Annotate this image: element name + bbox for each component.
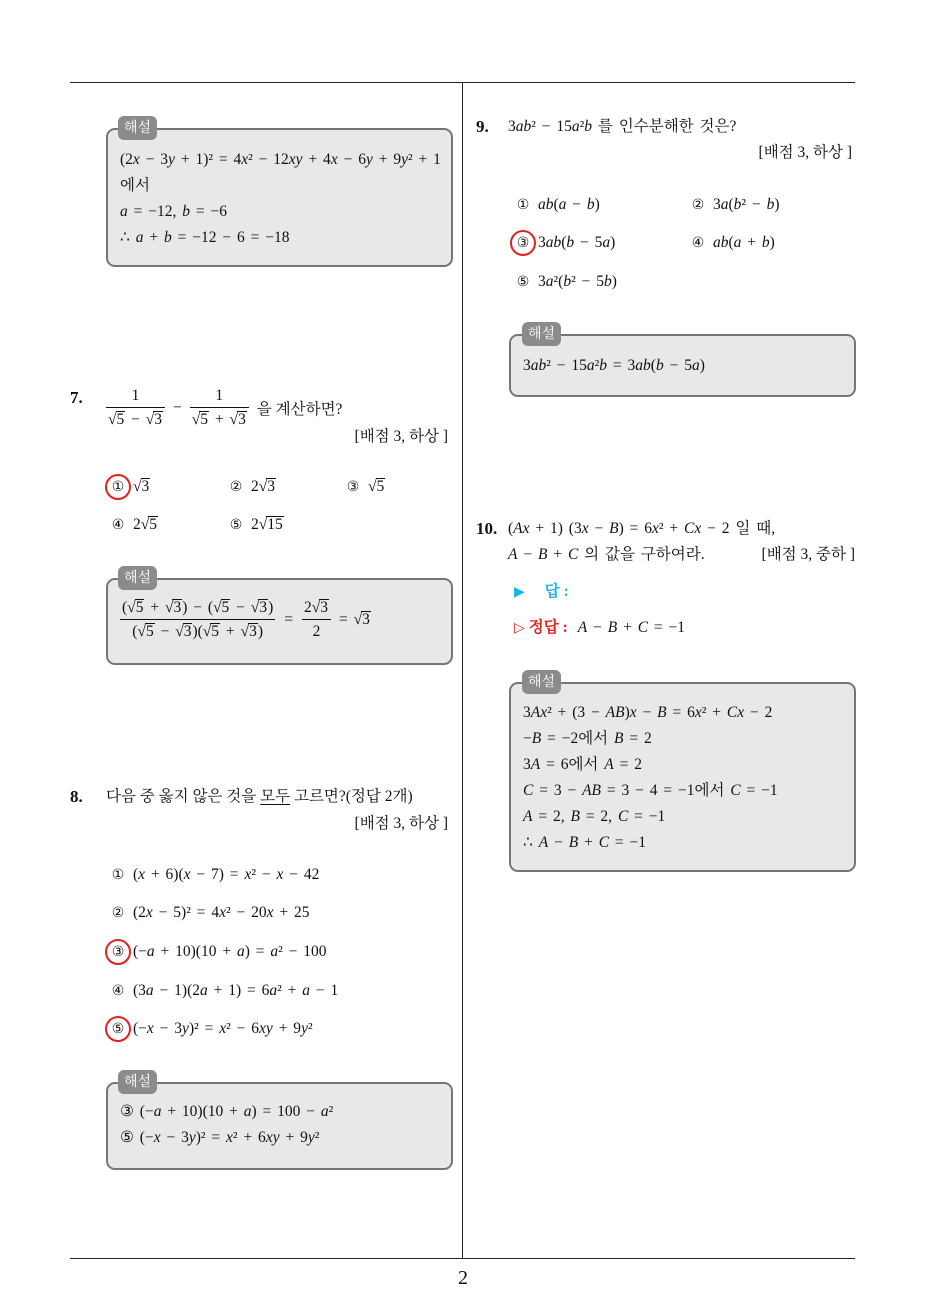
math-variable: a <box>571 118 580 135</box>
solution-tab: 해설 <box>522 670 561 694</box>
fraction-numerator: (√5 + √3) − (√5 − √3) <box>122 599 274 616</box>
choice-1 <box>110 475 150 499</box>
choice-1 <box>515 193 600 217</box>
radicand: 3 <box>238 411 246 428</box>
sqrt-sign: √ <box>213 599 222 616</box>
math-variable: x <box>694 704 702 721</box>
solution-line: (2x − 3y + 1)² = 4x² − 12xy + 4x − 6y + 9y² + 1 <box>120 151 441 168</box>
correct-answer-line <box>514 616 685 640</box>
math-variable: x <box>652 520 659 537</box>
choice-text: ab(a + b) <box>713 234 775 251</box>
math-variable: b <box>584 118 593 135</box>
math-variable: x <box>259 1020 266 1037</box>
answer-line <box>514 580 569 604</box>
radicand: 15 <box>267 516 283 533</box>
choice-marker: ⑤ <box>110 1017 126 1041</box>
choice-text: (3a − 1)(2a + 1) = 6a² + a − 1 <box>133 982 339 999</box>
radicand: 5 <box>211 623 220 640</box>
choice-text: (−a + 10)(10 + a) = a² − 100 <box>133 943 327 960</box>
sqrt-sign: √ <box>108 411 117 428</box>
sqrt-sign: √ <box>202 623 212 640</box>
math-variable: x <box>153 1129 161 1146</box>
math-variable: C <box>726 704 738 721</box>
math-variable: b <box>545 196 554 213</box>
math-variable: C <box>637 619 649 636</box>
choice-marker: ⑤ <box>516 274 530 290</box>
math-variable: x <box>581 520 589 537</box>
math-variable: b <box>553 234 562 251</box>
question-10-solution-box <box>509 682 856 872</box>
choice-text <box>368 478 385 495</box>
math-variable: x <box>522 520 530 537</box>
math-variable: b <box>586 196 595 213</box>
math-variable: x <box>183 866 191 883</box>
math-variable: x <box>146 1020 154 1037</box>
question-10-text-line-1: (Ax + 1) (3x − B) = 6x² + Cx − 2 일 때, <box>508 520 776 537</box>
sqrt-sign: √ <box>250 599 260 616</box>
correct-answer-label: 정답 : <box>528 619 568 636</box>
math-variable: y <box>295 151 303 168</box>
column-divider <box>462 82 463 1258</box>
fraction-denominator: √5 + √3 <box>190 407 249 430</box>
math-variable: x <box>132 151 140 168</box>
question-9-grading: [배점 3, 하상 ] <box>758 144 852 161</box>
question-7-solution-box <box>106 578 453 665</box>
math-variable: x <box>145 904 153 921</box>
math-variable: a <box>146 943 155 960</box>
math-variable: A <box>508 546 518 563</box>
question-10-number: 10. <box>476 519 498 538</box>
choice-5 <box>110 1017 313 1041</box>
radicand: 3 <box>259 599 268 616</box>
sqrt-sign: √ <box>353 611 363 628</box>
math-variable: C <box>598 834 610 851</box>
math-variable: a <box>135 229 144 246</box>
math-variable: x <box>219 1020 227 1037</box>
choice-marker: ④ <box>111 517 125 533</box>
solution-line: A = 2, B = 2, C = −1 <box>523 808 666 825</box>
question-8-grading: [배점 3, 하상 ] <box>354 815 448 832</box>
math-variable: b <box>599 357 608 374</box>
question-text: 다음 중 옳지 않은 것을 <box>106 788 261 805</box>
math-variable: b <box>761 234 770 251</box>
radicand: 5 <box>116 411 125 428</box>
sqrt-sign: √ <box>175 623 184 640</box>
math-variable: x <box>241 151 249 168</box>
choice-marker: ① <box>111 867 125 883</box>
choice-text: 3a²(b² − 5b) <box>538 273 617 290</box>
radicand: 3 <box>173 599 182 616</box>
fraction-numerator: 2√3 <box>303 599 328 616</box>
answer-label: 답 : <box>544 583 569 600</box>
math-variable: x <box>694 520 702 537</box>
solution-line: ⑤ (−x − 3y)² = x² + 6xy + 9y² <box>120 1129 320 1146</box>
sqrt-sign: √ <box>368 478 377 495</box>
solution-result: = √3 <box>339 611 370 628</box>
math-variable: a <box>713 234 721 251</box>
radicand: 5 <box>149 516 158 533</box>
choice-marker: ③ <box>515 231 531 255</box>
sqrt-sign: √ <box>258 516 268 533</box>
math-variable: C <box>730 782 741 799</box>
math-variable: b <box>566 234 575 251</box>
choice-text: ab(a − b) <box>538 196 600 213</box>
math-variable: A <box>577 619 588 636</box>
math-variable: y <box>301 1020 308 1037</box>
radicand: 5 <box>221 599 230 616</box>
fraction-denominator: (√5 − √3)(√5 + √3) <box>120 619 275 642</box>
choice-3 <box>345 475 385 499</box>
question-9-solution-box <box>509 334 856 397</box>
math-variable: x <box>330 151 338 168</box>
math-variable: y <box>365 151 373 168</box>
bottom-rule <box>70 1258 855 1259</box>
math-variable: B <box>537 546 548 563</box>
math-variable: C <box>523 782 534 799</box>
math-variable: b <box>766 196 775 213</box>
choice-marker: ④ <box>691 235 705 251</box>
choice-marker: ② <box>691 197 705 213</box>
solution-line: ∴ a + b = −12 − 6 = −18 <box>120 229 290 246</box>
solution-tab: 해설 <box>118 566 157 590</box>
solution-line: a = −12, b = −6 <box>120 203 227 220</box>
math-variable: A <box>604 756 614 773</box>
math-variable: x <box>540 704 548 721</box>
choice-text <box>133 478 150 495</box>
choice-text: 2√5 <box>133 516 158 533</box>
page-number: 2 <box>458 1267 468 1289</box>
math-variable: a <box>635 357 644 374</box>
math-variable: a <box>602 234 611 251</box>
correct-answer-value: A − B + C = −1 <box>577 619 686 636</box>
math-variable: a <box>302 982 311 999</box>
math-variable: a <box>236 943 245 960</box>
sqrt-sign: √ <box>229 411 239 428</box>
math-variable: A <box>605 704 616 721</box>
correct-arrow-icon: ▷ <box>514 620 525 636</box>
choice-marker: ⑤ <box>229 517 243 533</box>
math-variable: a <box>691 357 700 374</box>
question-9-text: 3ab² − 15a²b 를 인수분해한 것은? <box>508 118 737 135</box>
choice-3 <box>110 940 327 964</box>
math-variable: B <box>531 730 542 747</box>
radicand: 3 <box>362 611 370 628</box>
solution-equation <box>120 598 439 642</box>
solution-tab: 해설 <box>118 116 157 140</box>
sqrt-sign: √ <box>258 478 268 495</box>
sqrt-sign: √ <box>164 599 174 616</box>
fraction <box>190 386 249 430</box>
radicand: 5 <box>135 599 144 616</box>
choice-text: 3a(b² − b) <box>713 196 780 213</box>
math-variable: C <box>617 808 629 825</box>
fraction-numerator: 1 <box>131 387 140 404</box>
radicand: 3 <box>154 411 163 428</box>
choice-2 <box>228 475 276 499</box>
fraction-denominator: 2 <box>302 619 331 642</box>
math-variable: A <box>530 756 541 773</box>
choice-text: 2√3 <box>251 478 276 495</box>
radicand: 5 <box>200 411 209 428</box>
math-variable: a <box>145 982 154 999</box>
choice-5 <box>515 270 617 294</box>
choice-text: 3ab(b − 5a) <box>538 234 616 251</box>
radicand: 5 <box>376 478 385 495</box>
math-variable: x <box>276 866 284 883</box>
choice-1 <box>110 863 319 887</box>
solution-line: 3Ax² + (3 − AB)x − B = 6x² + Cx − 2 <box>523 704 773 721</box>
math-variable: b <box>563 273 572 290</box>
math-variable: a <box>558 196 567 213</box>
sqrt-sign: √ <box>240 623 250 640</box>
fraction <box>106 386 165 430</box>
math-variable: C <box>684 520 695 537</box>
math-variable: y <box>182 1020 189 1037</box>
math-variable: b <box>182 203 190 220</box>
math-variable: b <box>655 357 664 374</box>
math-variable: A <box>582 782 592 799</box>
math-variable: b <box>720 234 729 251</box>
fraction-denominator: √5 − √3 <box>106 407 165 430</box>
underlined-emphasis: 모두 <box>260 788 291 805</box>
math-variable: a <box>720 196 729 213</box>
choice-marker: ② <box>111 905 125 921</box>
choice-marker: ③ <box>346 479 360 495</box>
choice-2 <box>110 901 310 925</box>
solution-line: −B = −2에서 B = 2 <box>523 730 652 747</box>
math-variable: a <box>270 943 279 960</box>
math-variable: a <box>733 234 742 251</box>
math-variable: a <box>545 273 554 290</box>
choice-text: (x + 6)(x − 7) = x² − x − 42 <box>133 866 320 883</box>
choice-marker: ④ <box>111 983 125 999</box>
choice-4 <box>110 513 158 537</box>
math-variable: B <box>607 619 618 636</box>
sqrt-sign: √ <box>140 516 150 533</box>
question-text: 고르면?(정답 2개) <box>290 788 413 805</box>
choice-text: (2x − 5)² = 4x² − 20x + 25 <box>133 904 310 921</box>
choice-marker: ① <box>516 197 530 213</box>
question-8-text <box>106 785 413 809</box>
sqrt-sign: √ <box>311 599 321 616</box>
math-variable: a <box>545 234 554 251</box>
math-variable: C <box>567 546 579 563</box>
math-variable: b <box>164 229 172 246</box>
math-variable: b <box>733 196 742 213</box>
math-variable: A <box>523 808 533 825</box>
sqrt-sign: √ <box>133 478 142 495</box>
math-variable: A <box>538 834 549 851</box>
math-variable: x <box>737 704 745 721</box>
math-variable: a <box>153 1103 162 1120</box>
question-7-expression <box>102 384 342 432</box>
math-variable: a <box>530 357 539 374</box>
question-7-grading: [배점 3, 하상 ] <box>354 428 448 445</box>
radicand: 3 <box>183 623 192 640</box>
solution-tab: 해설 <box>522 322 561 346</box>
prev-question-solution-box <box>106 128 453 267</box>
math-variable: a <box>269 982 278 999</box>
minus-operator: − <box>173 399 182 416</box>
math-variable: B <box>570 808 580 825</box>
math-variable: a <box>586 357 595 374</box>
math-variable: A <box>530 704 541 721</box>
fraction-numerator: 1 <box>215 387 224 404</box>
choice-text: 2√15 <box>251 516 284 533</box>
math-variable: b <box>603 273 612 290</box>
sqrt-sign: √ <box>145 411 155 428</box>
question-10-text-line-2: A − B + C 의 값을 구하여라. <box>508 546 705 563</box>
question-7-number: 7. <box>70 388 83 407</box>
solution-line: ③ (−a + 10)(10 + a) = 100 − a² <box>120 1103 334 1120</box>
sqrt-sign: √ <box>137 623 146 640</box>
math-variable: y <box>168 151 175 168</box>
math-variable: B <box>615 704 625 721</box>
math-variable: y <box>272 1129 280 1146</box>
math-variable: x <box>265 1129 273 1146</box>
question-8-number: 8. <box>70 787 83 806</box>
choice-4 <box>110 979 338 1003</box>
choice-marker: ② <box>229 479 243 495</box>
radicand: 3 <box>141 478 150 495</box>
math-variable: B <box>568 834 579 851</box>
math-variable: a <box>243 1103 252 1120</box>
equals-sign: = <box>284 611 293 628</box>
math-variable: x <box>288 151 296 168</box>
solution-line: ∴ A − B + C = −1 <box>523 834 647 851</box>
solution-line: 3A = 6에서 A = 2 <box>523 756 643 773</box>
math-variable: b <box>523 118 532 135</box>
math-variable: a <box>320 1103 329 1120</box>
math-variable: B <box>609 520 619 537</box>
choice-4 <box>690 231 775 255</box>
radicand: 5 <box>145 623 154 640</box>
math-variable: x <box>266 904 274 921</box>
math-variable: y <box>401 151 408 168</box>
sqrt-sign: √ <box>127 599 136 616</box>
fraction <box>302 598 331 642</box>
choice-text: (−x − 3y)² = x² − 6xy + 9y² <box>133 1020 313 1037</box>
solution-tab: 해설 <box>118 1070 157 1094</box>
math-variable: B <box>591 782 602 799</box>
math-variable: x <box>244 866 252 883</box>
radicand: 3 <box>267 478 276 495</box>
math-variable: a <box>120 203 128 220</box>
math-variable: a <box>200 982 208 999</box>
math-variable: y <box>265 1020 273 1037</box>
fraction <box>120 598 275 642</box>
math-variable: x <box>629 704 637 721</box>
question-7-text: 을 계산하면? <box>256 401 343 418</box>
choice-5 <box>228 513 284 537</box>
radicand: 3 <box>249 623 257 640</box>
math-variable: A <box>513 520 523 537</box>
solution-line: C = 3 − AB = 3 − 4 = −1에서 C = −1 <box>523 782 778 799</box>
math-variable: a <box>515 118 524 135</box>
choice-marker: ③ <box>110 940 126 964</box>
math-variable: x <box>226 1129 233 1146</box>
question-9-number: 9. <box>476 117 489 136</box>
math-variable: B <box>614 730 624 747</box>
answer-arrow-icon: ▶ <box>514 584 525 600</box>
sqrt-sign: √ <box>191 411 201 428</box>
math-variable: y <box>307 1129 315 1146</box>
math-variable: x <box>138 866 146 883</box>
math-variable: y <box>188 1129 196 1146</box>
math-variable: B <box>657 704 667 721</box>
math-variable: b <box>643 357 651 374</box>
choice-2 <box>690 193 779 217</box>
solution-line: 에서 <box>120 177 150 194</box>
question-8-solution-box <box>106 1082 453 1170</box>
solution-line: 3ab² − 15a²b = 3ab(b − 5a) <box>523 357 705 374</box>
math-variable: a <box>538 196 546 213</box>
choice-marker: ① <box>110 475 126 499</box>
choice-3 <box>515 231 615 255</box>
math-variable: x <box>219 904 226 921</box>
radicand: 3 <box>320 599 328 616</box>
question-10-grading: [배점 3, 중하 ] <box>761 546 855 563</box>
math-variable: b <box>538 357 547 374</box>
